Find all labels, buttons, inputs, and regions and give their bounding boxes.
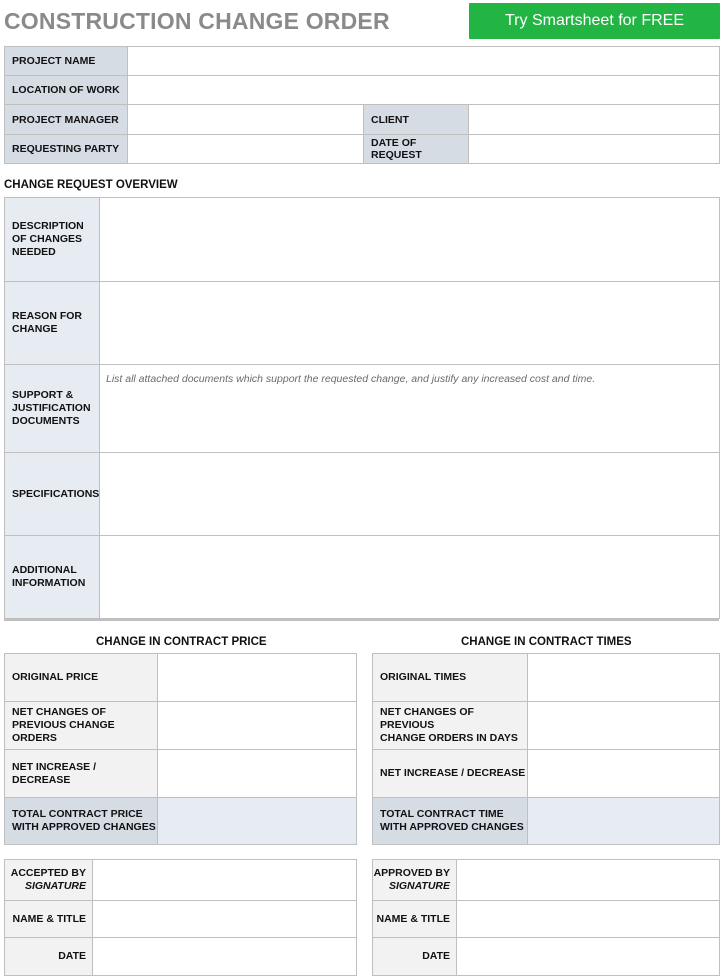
overview-heading: CHANGE REQUEST OVERVIEW bbox=[4, 179, 178, 191]
try-smartsheet-button[interactable]: Try Smartsheet for FREE bbox=[469, 3, 720, 39]
date-of-request-label: DATE OF REQUEST bbox=[364, 135, 469, 164]
client-field[interactable] bbox=[469, 105, 720, 135]
net-changes-previous-times-label bbox=[373, 702, 528, 750]
project-info-table bbox=[4, 46, 720, 164]
total-contract-time-line2: WITH APPROVED CHANGES bbox=[380, 821, 524, 833]
total-contract-time-line1: TOTAL CONTRACT TIME bbox=[380, 808, 504, 820]
total-contract-price-line2: WITH APPROVED CHANGES bbox=[12, 821, 156, 833]
additional-info-label bbox=[5, 536, 100, 619]
accepted-name-title-field[interactable] bbox=[93, 901, 357, 938]
original-times-label: ORIGINAL TIMES bbox=[373, 654, 528, 702]
accepted-signature-field[interactable] bbox=[93, 860, 357, 901]
project-manager-field[interactable] bbox=[128, 105, 364, 135]
approved-signature-table bbox=[372, 859, 720, 976]
net-changes-previous-times-field[interactable] bbox=[528, 702, 720, 750]
net-increase-times-label: NET INCREASE / DECREASE bbox=[373, 750, 528, 798]
reason-field[interactable] bbox=[100, 282, 720, 365]
total-contract-price-line1: TOTAL CONTRACT PRICE bbox=[12, 808, 143, 820]
client-label: CLIENT bbox=[364, 105, 469, 135]
project-manager-label: PROJECT MANAGER bbox=[5, 105, 128, 135]
accepted-by-label bbox=[5, 860, 93, 901]
support-label bbox=[5, 365, 100, 453]
net-changes-previous-times-line2: CHANGE ORDERS IN DAYS bbox=[380, 732, 518, 744]
net-increase-price-field[interactable] bbox=[158, 750, 357, 798]
description-label-line1: DESCRIPTION bbox=[12, 220, 84, 232]
accepted-signature-table bbox=[4, 859, 357, 976]
reason-label bbox=[5, 282, 100, 365]
description-label-line2: OF CHANGES bbox=[12, 233, 83, 245]
net-changes-previous-price-field[interactable] bbox=[158, 702, 357, 750]
net-increase-price-label: NET INCREASE / DECREASE bbox=[5, 750, 158, 798]
total-contract-time-label bbox=[373, 798, 528, 845]
approved-by-line: APPROVED BY bbox=[373, 867, 450, 879]
accepted-by-line: ACCEPTED BY bbox=[10, 867, 86, 879]
specifications-field[interactable] bbox=[100, 453, 720, 536]
approved-date-field[interactable] bbox=[457, 938, 720, 976]
specifications-label: SPECIFICATIONS bbox=[5, 453, 100, 536]
support-label-line3: DOCUMENTS bbox=[12, 415, 80, 427]
approved-name-title-field[interactable] bbox=[457, 901, 720, 938]
accepted-date-label: DATE bbox=[5, 938, 93, 976]
support-field[interactable]: List all attached documents which support the requested change, and justify any increased cost and time. bbox=[100, 365, 720, 453]
total-contract-time-field[interactable] bbox=[528, 798, 720, 845]
section-divider bbox=[4, 619, 719, 621]
requesting-party-label: REQUESTING PARTY bbox=[5, 135, 128, 164]
contract-price-heading: CHANGE IN CONTRACT PRICE bbox=[96, 636, 267, 648]
additional-info-field[interactable] bbox=[100, 536, 720, 619]
approved-signature-field[interactable] bbox=[457, 860, 720, 901]
requesting-party-field[interactable] bbox=[128, 135, 364, 164]
net-changes-previous-price-line2: PREVIOUS CHANGE ORDERS bbox=[12, 719, 115, 744]
approved-date-label: DATE bbox=[373, 938, 457, 976]
total-contract-price-field[interactable] bbox=[158, 798, 357, 845]
net-changes-previous-price-label bbox=[5, 702, 158, 750]
accepted-name-title-label: NAME & TITLE bbox=[5, 901, 93, 938]
accepted-signature-line: SIGNATURE bbox=[24, 880, 86, 892]
approved-signature-line: SIGNATURE bbox=[388, 880, 450, 892]
overview-table bbox=[4, 197, 720, 619]
reason-label-line1: REASON FOR bbox=[12, 310, 83, 322]
net-changes-previous-times-line1: NET CHANGES OF PREVIOUS bbox=[380, 706, 474, 731]
original-times-field[interactable] bbox=[528, 654, 720, 702]
original-price-label: ORIGINAL PRICE bbox=[5, 654, 158, 702]
support-label-line1: SUPPORT & bbox=[12, 389, 74, 401]
original-price-field[interactable] bbox=[158, 654, 357, 702]
page-title: CONSTRUCTION CHANGE ORDER bbox=[4, 8, 390, 34]
description-label bbox=[5, 198, 100, 282]
additional-info-label-line1: ADDITIONAL bbox=[12, 564, 77, 576]
accepted-date-field[interactable] bbox=[93, 938, 357, 976]
description-field[interactable] bbox=[100, 198, 720, 282]
contract-times-table bbox=[372, 653, 720, 845]
support-label-line2: JUSTIFICATION bbox=[12, 402, 91, 414]
location-of-work-label: LOCATION OF WORK bbox=[5, 76, 128, 105]
date-of-request-field[interactable] bbox=[469, 135, 720, 164]
total-contract-price-label bbox=[5, 798, 158, 845]
approved-by-label bbox=[373, 860, 457, 901]
net-changes-previous-price-line1: NET CHANGES OF bbox=[12, 706, 106, 718]
net-increase-times-field[interactable] bbox=[528, 750, 720, 798]
description-label-line3: NEEDED bbox=[12, 246, 56, 258]
project-name-label: PROJECT NAME bbox=[5, 47, 128, 76]
location-of-work-field[interactable] bbox=[128, 76, 720, 105]
contract-times-heading: CHANGE IN CONTRACT TIMES bbox=[461, 636, 632, 648]
project-name-field[interactable] bbox=[128, 47, 720, 76]
additional-info-label-line2: INFORMATION bbox=[12, 577, 86, 589]
reason-label-line2: CHANGE bbox=[12, 323, 58, 335]
contract-price-table bbox=[4, 653, 357, 845]
approved-name-title-label: NAME & TITLE bbox=[373, 901, 457, 938]
